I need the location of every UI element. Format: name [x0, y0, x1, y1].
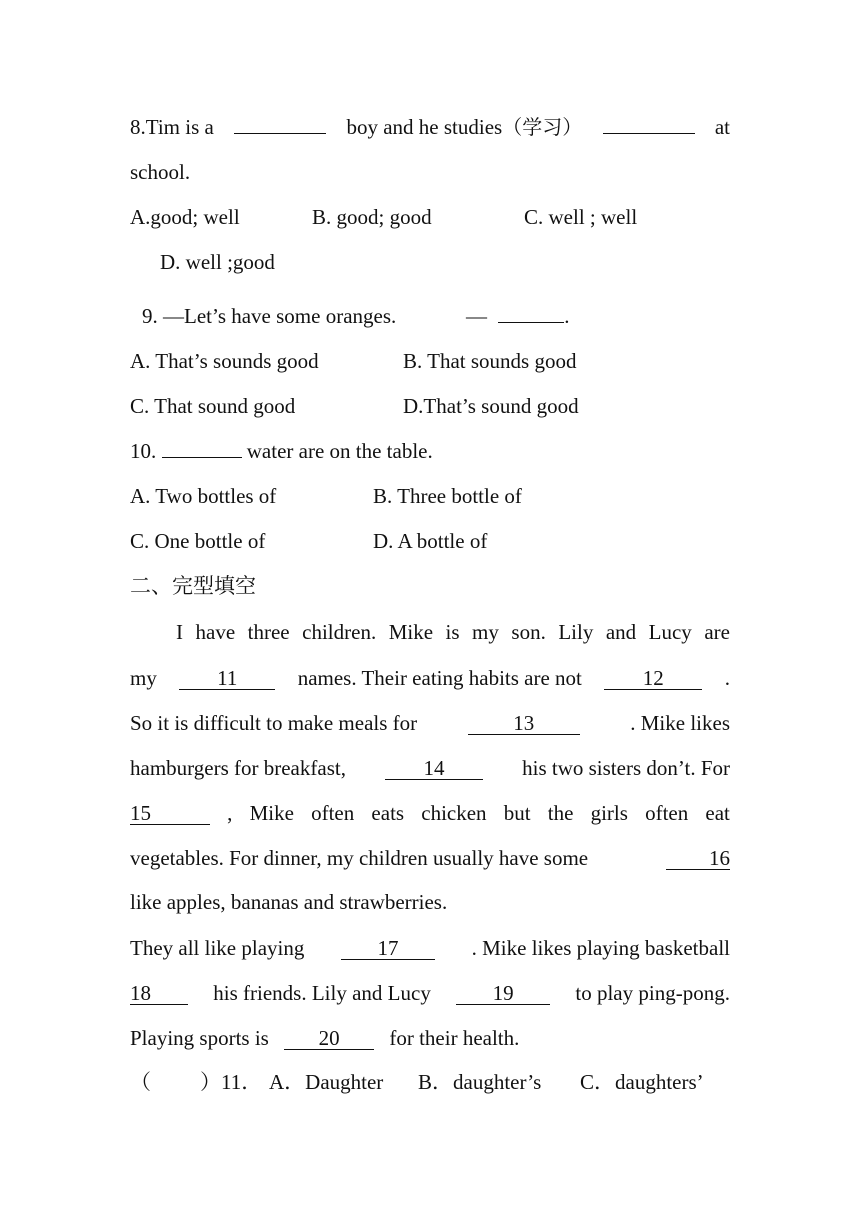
q8-end: at — [714, 115, 730, 139]
passage-word: my — [472, 620, 499, 644]
passage-text: to play ping-pong. — [575, 981, 730, 1005]
blank-18: 18 — [130, 982, 188, 1005]
blank-15: 15 — [130, 802, 210, 825]
passage-text: They all like playing — [130, 936, 305, 960]
passage-word: three — [247, 620, 290, 644]
blank-13: 13 — [468, 712, 580, 735]
passage-line-2 — [130, 667, 730, 690]
q8-chinese-hint: （学习） — [502, 115, 583, 139]
passage-word: is — [445, 620, 460, 644]
blank-12: 12 — [604, 667, 702, 690]
passage-word: often — [311, 801, 355, 825]
passage-word: the — [547, 801, 574, 825]
blank-11: 11 — [179, 667, 275, 690]
blank-19: 19 — [456, 982, 550, 1005]
q10-prefix: 10. — [130, 439, 157, 463]
q9-text: 9. —Let’s have some oranges. — [142, 304, 397, 328]
q10-blank — [162, 457, 242, 458]
passage-word: eat — [705, 801, 730, 825]
q8-prefix: 8.Tim is a — [130, 115, 214, 139]
question-10-line — [130, 441, 433, 462]
passage-text: . Mike likes playing basketball — [471, 936, 730, 960]
q11-option-b: B．daughter’s — [418, 1070, 542, 1094]
passage-line-4 — [130, 757, 730, 780]
q10-option-a: A. Two bottles of — [130, 484, 277, 508]
q11-option-c: C．daughters’ — [580, 1070, 704, 1094]
q8-continuation: school. — [130, 160, 191, 184]
passage-text: my — [130, 666, 157, 690]
passage-word: , — [227, 801, 233, 825]
q9-option-d: D.That’s sound good — [403, 394, 579, 418]
q8-option-a: A.good; well — [130, 205, 240, 229]
q8-mid-group — [346, 117, 582, 138]
q11-number: ）11． — [200, 1070, 263, 1094]
q8-option-c: C. well ; well — [524, 205, 638, 229]
blank-20: 20 — [284, 1027, 374, 1050]
passage-text: his two sisters don’t. For — [522, 756, 730, 780]
passage-text: . — [724, 666, 730, 690]
passage-line-3 — [130, 712, 730, 735]
q9-option-c: C. That sound good — [130, 394, 296, 418]
passage-text: his friends. Lily and Lucy — [213, 981, 431, 1005]
passage-line-8 — [130, 937, 730, 960]
passage-word: son. — [511, 620, 546, 644]
q8-blank-1 — [234, 133, 326, 134]
q9-dash: — — [466, 304, 487, 328]
passage-word: Lily — [558, 620, 594, 644]
passage-text: hamburgers for breakfast, — [130, 756, 346, 780]
q10-option-c: C. One bottle of — [130, 529, 266, 553]
passage-word: Mike — [388, 620, 434, 644]
blank-16: 16 — [666, 847, 730, 870]
passage-word: children. — [302, 620, 377, 644]
passage-word: eats — [371, 801, 405, 825]
q9-answer — [466, 306, 570, 327]
blank-17: 17 — [341, 937, 435, 960]
q9-option-b: B. That sounds good — [403, 349, 577, 373]
passage-word: and — [605, 620, 637, 644]
passage-word: are — [704, 620, 730, 644]
q8-option-d: D. well ;good — [160, 250, 275, 274]
question-8-line — [130, 117, 730, 138]
passage-text: names. Their eating habits are not — [297, 666, 582, 690]
q10-option-d: D. A bottle of — [373, 529, 488, 553]
q10-rest: water are on the table. — [246, 439, 433, 463]
q8-blank-2 — [603, 133, 695, 134]
passage-line-7: like apples, bananas and strawberries. — [130, 890, 448, 914]
passage-line-6 — [130, 847, 730, 870]
q9-option-a: A. That’s sounds good — [130, 349, 319, 373]
q8-mid: boy and he studies — [346, 115, 503, 139]
q8-option-b: B. good; good — [312, 205, 432, 229]
passage-line-9 — [130, 982, 730, 1005]
q9-blank — [498, 322, 564, 323]
passage-word: often — [645, 801, 689, 825]
passage-line-1 — [176, 622, 730, 643]
passage-word: Mike — [249, 801, 294, 825]
blank-14: 14 — [385, 757, 483, 780]
passage-text: Playing sports is — [130, 1026, 269, 1050]
passage-word: Lucy — [648, 620, 692, 644]
passage-text: So it is difficult to make meals for — [130, 711, 418, 735]
q11-option-a: A．Daughter — [269, 1070, 384, 1094]
passage-line-5 — [130, 802, 730, 825]
passage-text: . Mike likes — [630, 711, 730, 735]
passage-word: but — [503, 801, 531, 825]
q10-option-b: B. Three bottle of — [373, 484, 522, 508]
section-2-title: 二、完型填空 — [130, 574, 256, 598]
q9-dot: . — [564, 304, 570, 328]
passage-word: girls — [590, 801, 628, 825]
passage-word: I — [176, 620, 183, 644]
passage-text: vegetables. For dinner, my children usually have some — [130, 846, 589, 870]
q11-paren-open: （ — [130, 1070, 151, 1094]
passage-text: for their health. — [389, 1026, 520, 1050]
passage-line-10 — [130, 1027, 519, 1050]
passage-word: chicken — [421, 801, 487, 825]
passage-word: have — [195, 620, 236, 644]
